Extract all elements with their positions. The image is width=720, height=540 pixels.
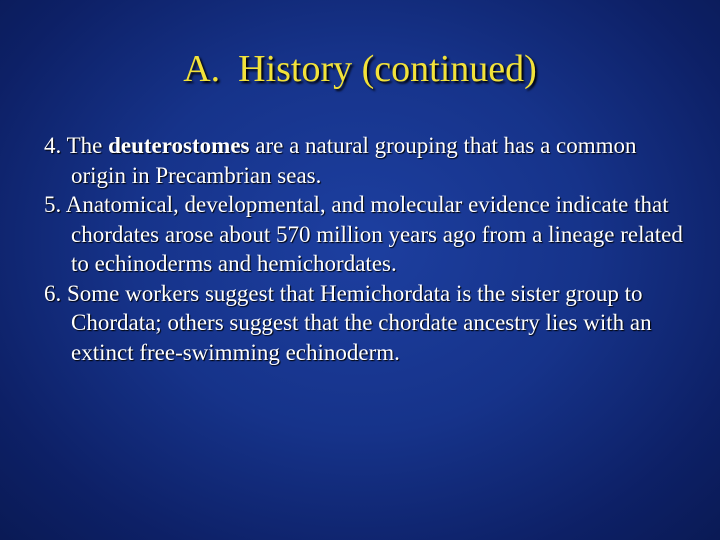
item-text: Some workers suggest that Hemichordata is the sister group to Chordata; others suggest that the chordate ancestry lies with an extinct free-swimming echinoderm. (67, 280, 652, 365)
title-text: History (continued) (238, 48, 537, 90)
item-text: The (66, 133, 103, 158)
list-item (44, 279, 684, 368)
item-bold-term: deuterostomes (108, 133, 250, 158)
item-number: 5. (44, 192, 62, 217)
item-text: Anatomical, developmental, and molecular evidence indicate that chordates arose about 570 million years ago from a lineage related to echinoderms and hemichordates. (65, 192, 683, 276)
item-number: 6. (44, 280, 62, 306)
slide-body (44, 131, 684, 367)
title-number: A. (183, 48, 221, 90)
list-item (44, 131, 684, 190)
item-text: are a natural grouping that has a common origin in Precambrian seas. (71, 133, 637, 188)
list-item (44, 190, 684, 279)
item-number: 4. (44, 133, 62, 158)
slide-title (0, 44, 720, 94)
